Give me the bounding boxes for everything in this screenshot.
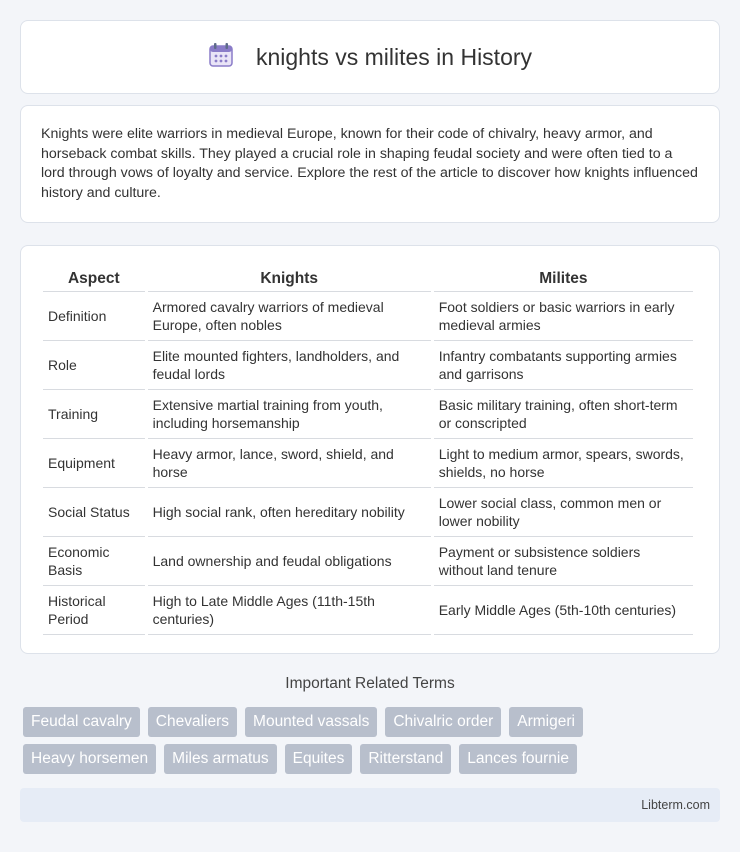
header-card [20, 20, 720, 94]
tag-lances-fournie[interactable]: Lances fournie [459, 744, 577, 774]
aspect-cell: Role [43, 341, 145, 390]
tag-miles-armatus[interactable]: Miles armatus [164, 744, 276, 774]
knights-cell: Land ownership and feudal obligations [148, 537, 431, 586]
knights-cell: High social rank, often hereditary nobility [148, 488, 431, 537]
knights-cell: Elite mounted fighters, landholders, and feudal lords [148, 341, 431, 390]
table-row [43, 537, 693, 586]
calendar-icon [208, 42, 234, 73]
header-knights: Knights [148, 266, 431, 292]
aspect-cell: Equipment [43, 439, 145, 488]
aspect-cell: Social Status [43, 488, 145, 537]
tag-feudal-cavalry[interactable]: Feudal cavalry [23, 707, 140, 737]
milites-cell: Light to medium armor, spears, swords, shields, no horse [434, 439, 693, 488]
related-terms-tags [23, 707, 723, 774]
tag-mounted-vassals[interactable]: Mounted vassals [245, 707, 377, 737]
comparison-table [40, 266, 696, 635]
milites-cell: Payment or subsistence soldiers without land tenure [434, 537, 693, 586]
header-milites: Milites [434, 266, 693, 292]
title-wrap [208, 42, 532, 73]
aspect-cell: Training [43, 390, 145, 439]
aspect-cell: Definition [43, 292, 145, 341]
tag-ritterstand[interactable]: Ritterstand [360, 744, 451, 774]
footer [20, 788, 720, 822]
aspect-cell: Economic Basis [43, 537, 145, 586]
related-terms-title: Important Related Terms [285, 675, 455, 692]
knights-cell: Extensive martial training from youth, including horsemanship [148, 390, 431, 439]
aspect-cell: Historical Period [43, 586, 145, 635]
intro-card [20, 105, 720, 223]
knights-cell: Heavy armor, lance, sword, shield, and horse [148, 439, 431, 488]
intro-text: Knights were elite warriors in medieval Europe, known for their code of chivalry, heavy armor, and horseback combat skills. They played a crucial role in shaping feudal society and were often tied to a lord through vows of loyalty and service. Explore the rest of the article to discover how knights influenced history and culture. [41, 126, 698, 201]
table-row [43, 390, 693, 439]
table-row [43, 439, 693, 488]
tag-heavy-horsemen[interactable]: Heavy horsemen [23, 744, 156, 774]
tag-chevaliers[interactable]: Chevaliers [148, 707, 237, 737]
milites-cell: Basic military training, often short-term or conscripted [434, 390, 693, 439]
table-row [43, 292, 693, 341]
table-row [43, 341, 693, 390]
footer-site-link[interactable]: Libterm.com [641, 798, 710, 812]
tag-equites[interactable]: Equites [285, 744, 353, 774]
table-row [43, 586, 693, 635]
tag-chivalric-order[interactable]: Chivalric order [385, 707, 501, 737]
milites-cell: Infantry combatants supporting armies and garrisons [434, 341, 693, 390]
milites-cell: Lower social class, common men or lower nobility [434, 488, 693, 537]
table-header-row [43, 266, 693, 292]
knights-cell: Armored cavalry warriors of medieval Europe, often nobles [148, 292, 431, 341]
milites-cell: Foot soldiers or basic warriors in early medieval armies [434, 292, 693, 341]
tag-armigeri[interactable]: Armigeri [509, 707, 583, 737]
page-title: knights vs milites in History [255, 43, 533, 70]
table-row [43, 488, 693, 537]
knights-cell: High to Late Middle Ages (11th-15th centuries) [148, 586, 431, 635]
comparison-table-card [20, 245, 720, 654]
header-aspect: Aspect [43, 266, 145, 292]
milites-cell: Early Middle Ages (5th-10th centuries) [434, 586, 693, 635]
